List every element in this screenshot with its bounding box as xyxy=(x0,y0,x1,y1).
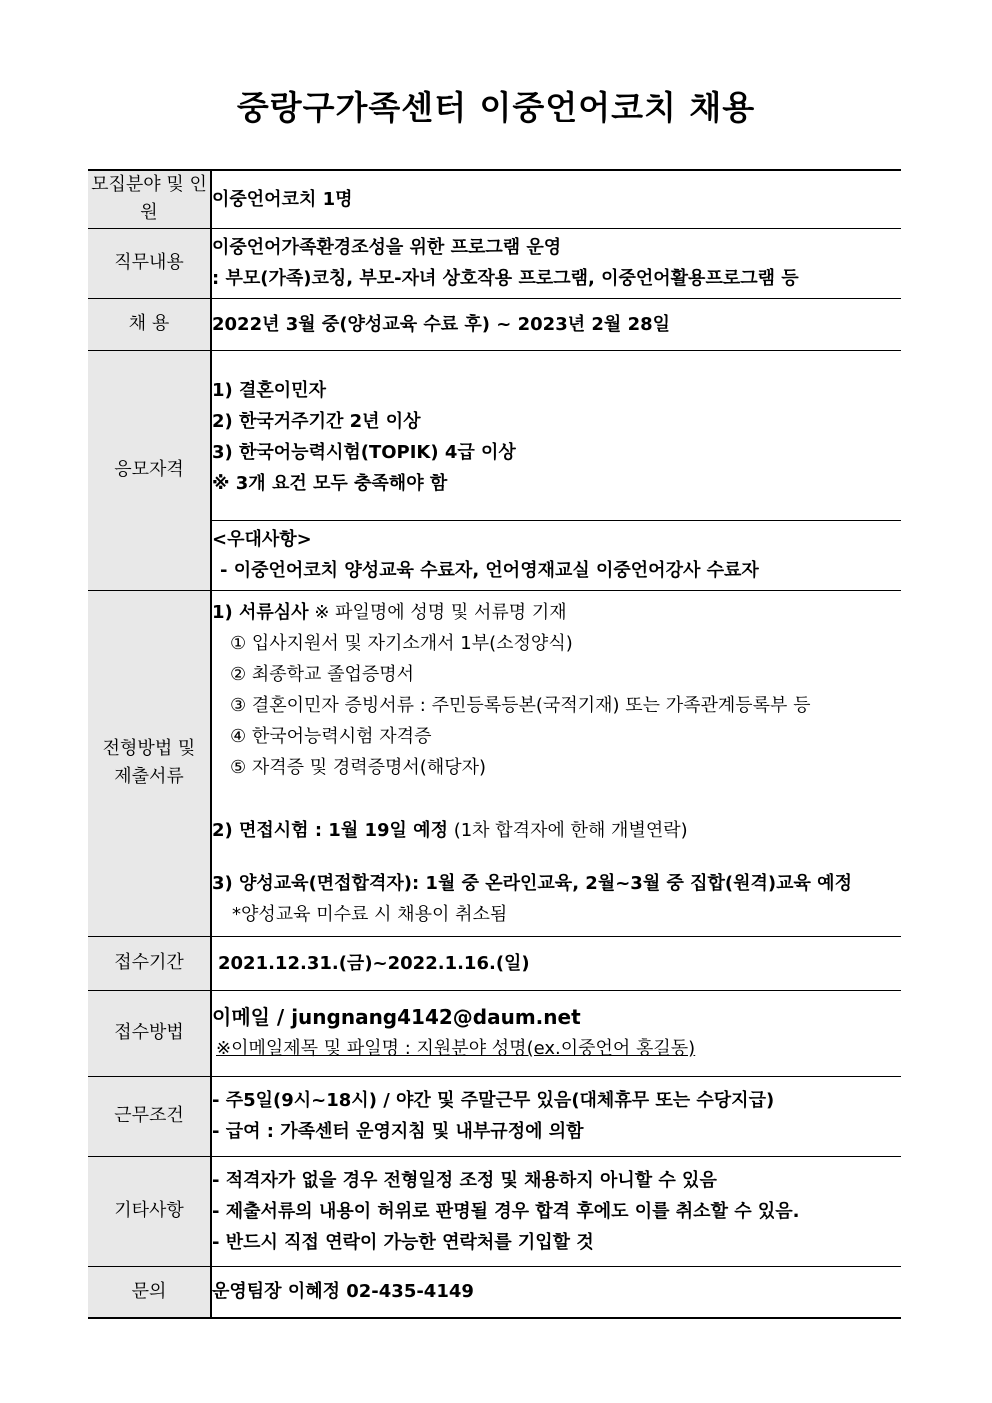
qual-item: 3) 한국어능력시험(TOPIK) 4급 이상 xyxy=(212,442,516,463)
hire-text: 2022년 3월 중(양성교육 수료 후) ~ 2023년 2월 28일 xyxy=(212,313,671,335)
value-qual xyxy=(211,350,901,520)
value-process xyxy=(211,590,901,936)
label-work-text: 근무조건 xyxy=(114,1105,184,1126)
value-etc xyxy=(211,1156,901,1266)
label-recruit-text: 모집분야 및 인원 xyxy=(91,174,207,224)
row-qual-main xyxy=(88,350,901,520)
value-qual-pref xyxy=(211,520,901,590)
value-period xyxy=(211,936,901,990)
doc-item: ③ 결혼이민자 증빙서류 : 주민등록등본(국적기재) 또는 가족관계등록부 등 xyxy=(230,694,811,716)
label-process xyxy=(88,590,211,936)
etc-line: - 반드시 직접 연락이 가능한 연락처를 기입할 것 xyxy=(212,1231,594,1253)
process-step-2 xyxy=(212,815,901,846)
value-recruit xyxy=(211,170,901,228)
work-line-1: - 주5일(9시~18시) / 야간 및 주말근무 있음(대체휴무 또는 수당지급) xyxy=(212,1090,775,1111)
qual-item: 1) 결혼이민자 xyxy=(212,380,326,401)
row-etc xyxy=(88,1156,901,1266)
label-duty xyxy=(88,228,211,298)
doc-item: ⑤ 자격증 및 경력증명서(해당자) xyxy=(230,756,487,778)
label-etc-text: 기타사항 xyxy=(114,1200,184,1221)
row-contact xyxy=(88,1266,901,1318)
label-hire-text: 채 용 xyxy=(128,313,170,334)
label-etc xyxy=(88,1156,211,1266)
step-1-note: ※ 파일명에 성명 및 서류명 기재 xyxy=(314,601,567,623)
step-1-title: 1) 서류심사 xyxy=(212,601,309,623)
label-contact xyxy=(88,1266,211,1318)
label-method xyxy=(88,990,211,1076)
row-period xyxy=(88,936,901,990)
label-period-text: 접수기간 xyxy=(114,952,184,973)
label-process-text: 전형방법 및 제출서류 xyxy=(102,738,196,787)
label-period xyxy=(88,936,211,990)
row-process xyxy=(88,590,901,936)
row-hire xyxy=(88,298,901,350)
value-contact xyxy=(211,1266,901,1318)
duty-line-2: : 부모(가족)코칭, 부모-자녀 상호작용 프로그램, 이중언어활용프로그램 등 xyxy=(212,268,799,289)
value-method xyxy=(211,990,901,1076)
period-text: 2021.12.31.(금)~2022.1.16.(일) xyxy=(218,952,530,974)
label-hire xyxy=(88,298,211,350)
etc-line: - 제출서류의 내용이 허위로 판명될 경우 합격 후에도 이를 취소할 수 있음. xyxy=(212,1200,800,1222)
row-recruit xyxy=(88,170,901,228)
label-qual xyxy=(88,350,211,590)
step-3-title: 3) 양성교육(면접합격자): 1월 중 온라인교육, 2월~3월 중 집합(원격)교육 예정 xyxy=(212,872,852,894)
email-address[interactable]: 이메일 / jungnang4142@daum.net xyxy=(212,1005,581,1029)
qual-item: 2) 한국거주기간 2년 이상 xyxy=(212,411,421,432)
label-duty-text: 직무내용 xyxy=(114,252,184,273)
doc-item: ① 입사지원서 및 자기소개서 1부(소정양식) xyxy=(230,632,573,654)
label-method-text: 접수방법 xyxy=(114,1022,184,1043)
step-2-title: 2) 면접시험 : 1월 19일 예정 xyxy=(212,819,448,841)
pref-item: - 이중언어코치 양성교육 수료자, 언어영재교실 이중언어강사 수료자 xyxy=(220,560,759,581)
etc-line: - 적격자가 없을 경우 전형일정 조정 및 채용하지 아니할 수 있음 xyxy=(212,1169,717,1191)
work-line-2: - 급여 : 가족센터 운영지침 및 내부규정에 의함 xyxy=(212,1121,584,1142)
duty-line-1: 이중언어가족환경조성을 위한 프로그램 운영 xyxy=(212,237,562,258)
doc-item: ④ 한국어능력시험 자격증 xyxy=(230,725,432,747)
recruitment-table xyxy=(88,169,901,1319)
label-work xyxy=(88,1076,211,1156)
label-qual-text: 응모자격 xyxy=(114,459,184,480)
step-2-note: (1차 합격자에 한해 개별연락) xyxy=(453,819,688,841)
value-duty xyxy=(211,228,901,298)
row-work xyxy=(88,1076,901,1156)
value-hire xyxy=(211,298,901,350)
label-contact-text: 문의 xyxy=(131,1280,167,1302)
qual-note: ※ 3개 요건 모두 충족해야 함 xyxy=(212,473,448,494)
contact-text: 운영팀장 이혜정 02-435-4149 xyxy=(212,1281,474,1303)
recruit-text: 이중언어코치 1명 xyxy=(212,188,353,210)
process-step-1 xyxy=(212,597,901,628)
doc-item: ② 최종학교 졸업증명서 xyxy=(230,663,415,685)
step-3-note: *양성교육 미수료 시 채용이 취소됨 xyxy=(232,903,508,925)
pref-title: <우대사항> xyxy=(212,529,312,550)
row-method xyxy=(88,990,901,1076)
value-work xyxy=(211,1076,901,1156)
row-duty xyxy=(88,228,901,298)
page-title: 중랑구가족센터 이중언어코치 채용 xyxy=(236,88,756,127)
email-note: ※이메일제목 및 파일명 : 지원분야 성명(ex.이중언어 홍길동) xyxy=(216,1038,696,1059)
label-recruit xyxy=(88,170,211,228)
